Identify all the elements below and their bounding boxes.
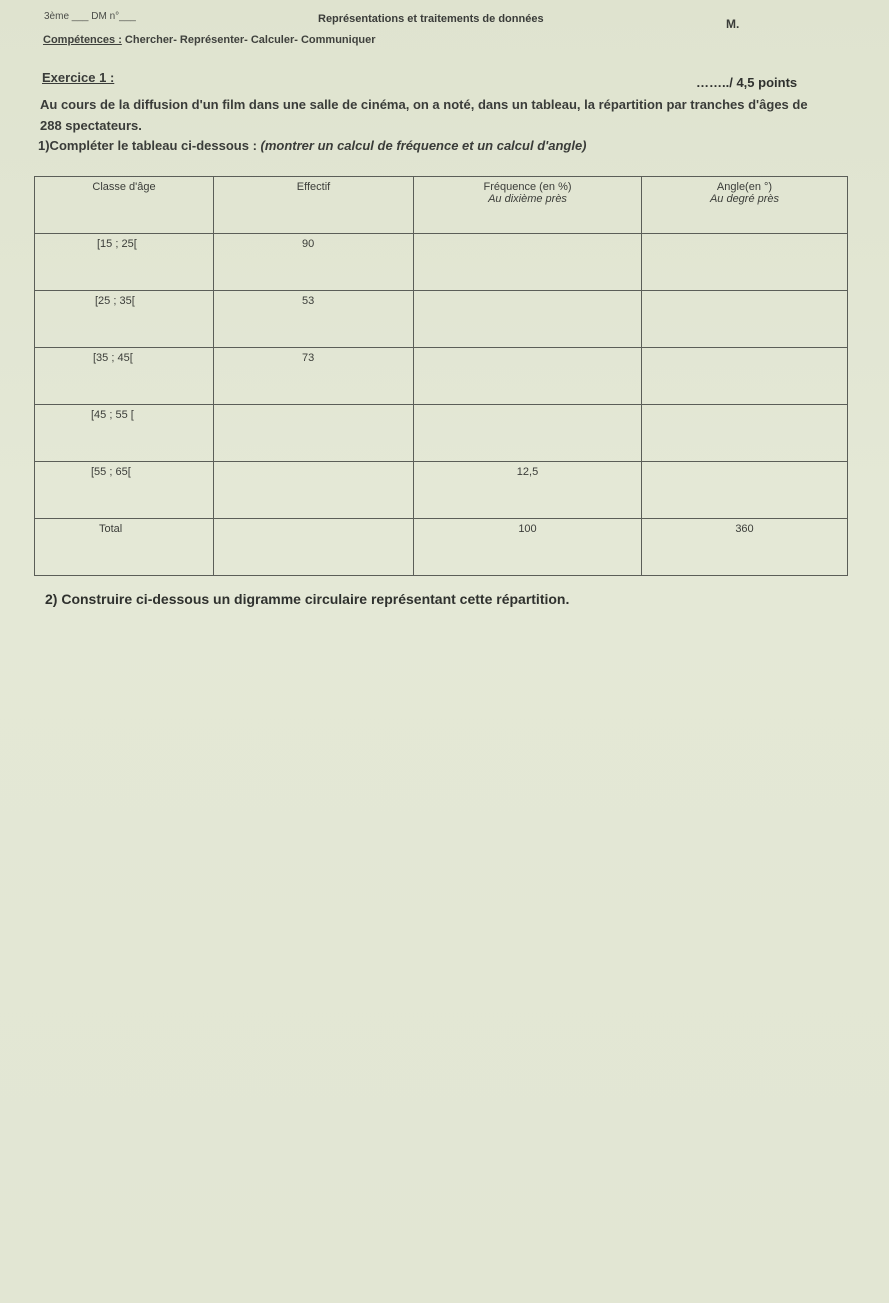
skills-value: Chercher- Représenter- Calculer- Communiquer: [121, 34, 376, 46]
cell-frequence[interactable]: [414, 291, 642, 348]
table-row: [35, 405, 848, 462]
question-1: [38, 138, 587, 153]
cell-effectif[interactable]: 90: [214, 234, 414, 291]
cell-classe: [55 ; 65[: [35, 462, 214, 519]
cell-effectif[interactable]: [214, 405, 414, 462]
cell-frequence[interactable]: [414, 348, 642, 405]
question-1-text: 1)Compléter le tableau ci-dessous :: [38, 138, 261, 153]
cell-angle[interactable]: [642, 234, 848, 291]
header-frequence-sub: Au dixième près: [488, 193, 567, 205]
cell-classe: [25 ; 35[: [35, 291, 214, 348]
header-effectif-text: Effectif: [296, 181, 331, 193]
header-frequence: [414, 177, 642, 234]
skills-label: Compétences :: [43, 34, 122, 46]
header-effectif: [214, 177, 414, 234]
cell-classe: [15 ; 25[: [35, 234, 214, 291]
exercise-intro: Au cours de la diffusion d'un film dans une salle de cinéma, on a noté, dans un tableau, la répartition par tranches d'âges de 288 spectateurs.: [40, 97, 808, 133]
table-row: [35, 462, 848, 519]
exercise-points: ……../ 4,5 points: [696, 75, 798, 90]
cell-effectif[interactable]: [214, 519, 414, 576]
table-row: [35, 234, 848, 291]
header-class-dm: 3ème ___ DM n°___: [44, 11, 136, 22]
header-angle-sub: Au degré près: [709, 193, 780, 205]
header-frequence-text: Fréquence (en %): [483, 181, 572, 193]
cell-classe: [35 ; 45[: [35, 348, 214, 405]
header-student-name: M.: [726, 17, 740, 31]
cell-frequence: 100: [414, 519, 642, 576]
cell-angle[interactable]: [642, 348, 848, 405]
cell-frequence[interactable]: [414, 234, 642, 291]
cell-angle[interactable]: [642, 462, 848, 519]
question-2: 2) Construire ci-dessous un digramme circulaire représentant cette répartition.: [45, 591, 570, 607]
cell-effectif[interactable]: 73: [214, 348, 414, 405]
header-classe-text: Classe d'âge: [92, 181, 156, 193]
table-row: [35, 348, 848, 405]
frequency-table: [34, 176, 848, 576]
skills-line: [43, 34, 376, 46]
cell-frequence[interactable]: 12,5: [414, 462, 642, 519]
header-angle: [642, 177, 848, 234]
cell-effectif[interactable]: 53: [214, 291, 414, 348]
header-classe: [35, 177, 214, 234]
cell-angle[interactable]: [642, 405, 848, 462]
exercise-title: [42, 70, 114, 85]
cell-angle[interactable]: [642, 291, 848, 348]
exercise-title-text: Exercice 1 :: [42, 70, 115, 85]
question-1-hint: (montrer un calcul de fréquence et un calcul d'angle): [260, 138, 587, 153]
table-header-row: [35, 177, 848, 234]
header-chapter-title: Représentations et traitements de données: [318, 13, 544, 25]
table-row-total: [35, 519, 848, 576]
header-angle-text: Angle(en °): [716, 181, 773, 193]
cell-angle: 360: [642, 519, 848, 576]
cell-classe: Total: [35, 519, 214, 576]
cell-effectif[interactable]: [214, 462, 414, 519]
table-row: [35, 291, 848, 348]
cell-frequence[interactable]: [414, 405, 642, 462]
cell-classe: [45 ; 55 [: [35, 405, 214, 462]
